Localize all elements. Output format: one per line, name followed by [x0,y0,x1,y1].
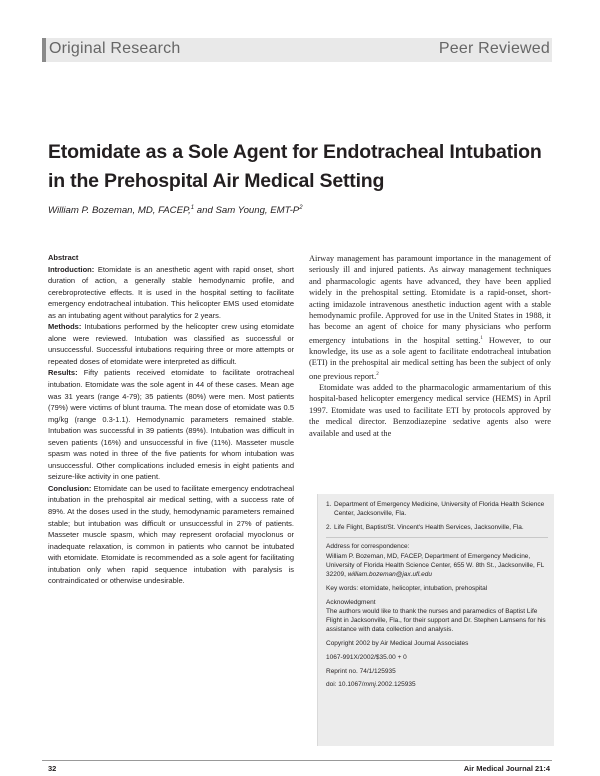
body-text [309,253,551,439]
body-paragraph-2: Etomidate was added to the pharmacologic armamentarium of this hospital-based helicopter emergency medical service (HEMS) in April 1997. Etomidate was used to facilitate ETI by protocols approved by the medical director. Benzodiazepine sedative agents also were available and used at the [309,383,551,438]
section-label: Original Research [49,40,181,57]
reprint-number: Reprint no. 74/1/125935 [326,667,396,675]
review-label: Peer Reviewed [438,40,550,57]
footer-rule [42,760,552,761]
abstract-conclusion [48,483,294,587]
body-paragraph-1-part-b: However, to our knowledge, its use as a sole agent to facilitate endotracheal intubation (ETI) in the prehospital air medical setting has been the subject of only one previous report. [309,335,551,381]
doi-prefix: doi: 10.1067/ [326,681,364,689]
conclusion-text: Etomidate can be used to facilitate emergency endotracheal intubation in the prehospital air medical setting, with a success rate of 89%. At the doses used in the study, hemodynamic parameters remained stable; but intubation was difficult or unsuccessful in 27% of patients. Masseter muscle spasm, which may represent orofacial myoclonus or inadequate relaxation, is common in patients who cannot be intubated with etomidate. Etomidate is recommended as a sole agent for facilitating intubation only when rapid sequence intubation with paralysis is contraindicated or otherwise undesirable. [48,483,294,586]
acknowledgment-label: Acknowledgment [326,598,376,606]
author-2: and Sam Young, EMT-P [194,205,300,217]
affiliation-1 [326,500,548,518]
body-paragraph-1 [309,253,551,382]
abstract-heading: Abstract [48,253,79,262]
author-line [48,205,303,216]
reference-2: 2 [376,371,379,377]
correspondence-address: William P. Bozeman, MD, FACEP, Department of Emergency Medicine, University of Florida Health Science Center, 655 W. 8th St., Jacksonville, FL 32209, [326,552,544,578]
article-title [48,138,558,196]
abstract [48,252,294,587]
conclusion-label: Conclusion: [48,483,92,493]
affiliation-2 [326,523,548,532]
acknowledgment [326,598,548,635]
issn: 1067-991X/2002/$35.00 + 0 [326,653,407,661]
abstract-methods [48,321,294,367]
copyright: Copyright 2002 by Air Medical Journal Associates [326,640,469,647]
results-text: Fifty patients received etomidate to facilitate orotracheal intubation. Etomidate was the sole agent in 44 of these cases. Mean age was 31 years (range 4-79); 35 patients (80%) were men. Most patients (79%) were victims of blunt trauma. The mean dose of etomidate was 0.5 mg/kg (range 0.3-1.1). Hemodynamic parameters remained stable. Intubation was successful in 39 patients (89%). Intubation was difficult in seven patients (16%) and unsuccessful in five (11%). Masseter muscle spasm was noted in three of the five patients for whom intubation was unsuccessful. Other complications included emesis in eight patients and seizure-like activity in one patient. [48,368,294,482]
journal-citation: Air Medical Journal 21:4 [463,764,550,773]
article-info-content [326,500,548,694]
author-2-affiliation: 2 [299,205,303,211]
correspondence [326,542,548,579]
acknowledgment-text: The authors would like to thank the nurses and paramedics of Baptist Life Flight in Jacksonville, Fla., for their support and Dr. Stephen Lamsens for his assistance with data collection and analysis. [326,607,546,634]
reference-1: 1 [480,335,483,341]
correspondence-email[interactable]: william.bozeman@jax.ufl.edu [347,571,432,578]
doi [326,680,548,689]
author-1-affiliation: 1 [190,205,195,211]
doi-suffix: .2002.125935 [375,681,416,689]
keywords: Key words: etomidate, helicopter, intubation, prehospital [326,584,488,592]
affiliation-2-text: Life Flight, Baptist/St. Vincent's Health Services, Jacksonville, Fla. [334,524,524,531]
body-paragraph-1-part-a: Airway management has paramount importance in the management of seriously ill and injured patients. As airway management techniques and pharmacologic agents have advanced, they have been applied widely in the prehospital setting. Etomidate is a rapid-onset, short-acting imidazole intravenous anesthetic induction agent with a stable hemodynamic profile. Approved for use in the United States in 1988, it has become an agent of choice for many physicians who perform emergency intubations in the hospital setting. [309,254,551,345]
title-line-1: Etomidate as a Sole Agent for Endotracheal Intubation [48,141,542,163]
author-1: William P. Bozeman, MD, FACEP, [48,205,191,217]
introduction-label: Introduction: [48,264,95,274]
correspondence-label: Address for correspondence: [326,543,410,551]
abstract-introduction [48,264,294,322]
abstract-results [48,367,294,482]
affiliation-1-number: 1. [326,501,332,508]
methods-text: Intubations performed by the helicopter crew using etomidate alone were reviewed. Intubation was classified as successful or unsuccessful. Successful intubations requiring three or more attempts or repeated doses of etomidate were interpreted as difficult. [48,322,294,366]
doi-journal: mmj [363,681,376,689]
info-divider [326,537,548,538]
results-label: Results: [48,368,78,378]
title-line-2: in the Prehospital Air Medical Setting [48,170,385,192]
affiliation-2-number: 2. [326,524,332,531]
introduction-text: Etomidate is an anesthetic agent with rapid onset, short duration of action, a generally stable hemodynamic profile, and cerebroprotective effects. It is used in the hospital setting to facilitate emergency endotracheal intubation. This helicopter EMS used etomidate as an intubating agent without paralytics for 2 years. [48,264,294,320]
header-accent-rule [42,38,46,62]
page-number: 32 [48,764,57,773]
affiliation-1-text: Department of Emergency Medicine, University of Florida Health Science Center, Jacksonville, Fla. [334,501,545,518]
methods-label: Methods: [48,322,82,332]
